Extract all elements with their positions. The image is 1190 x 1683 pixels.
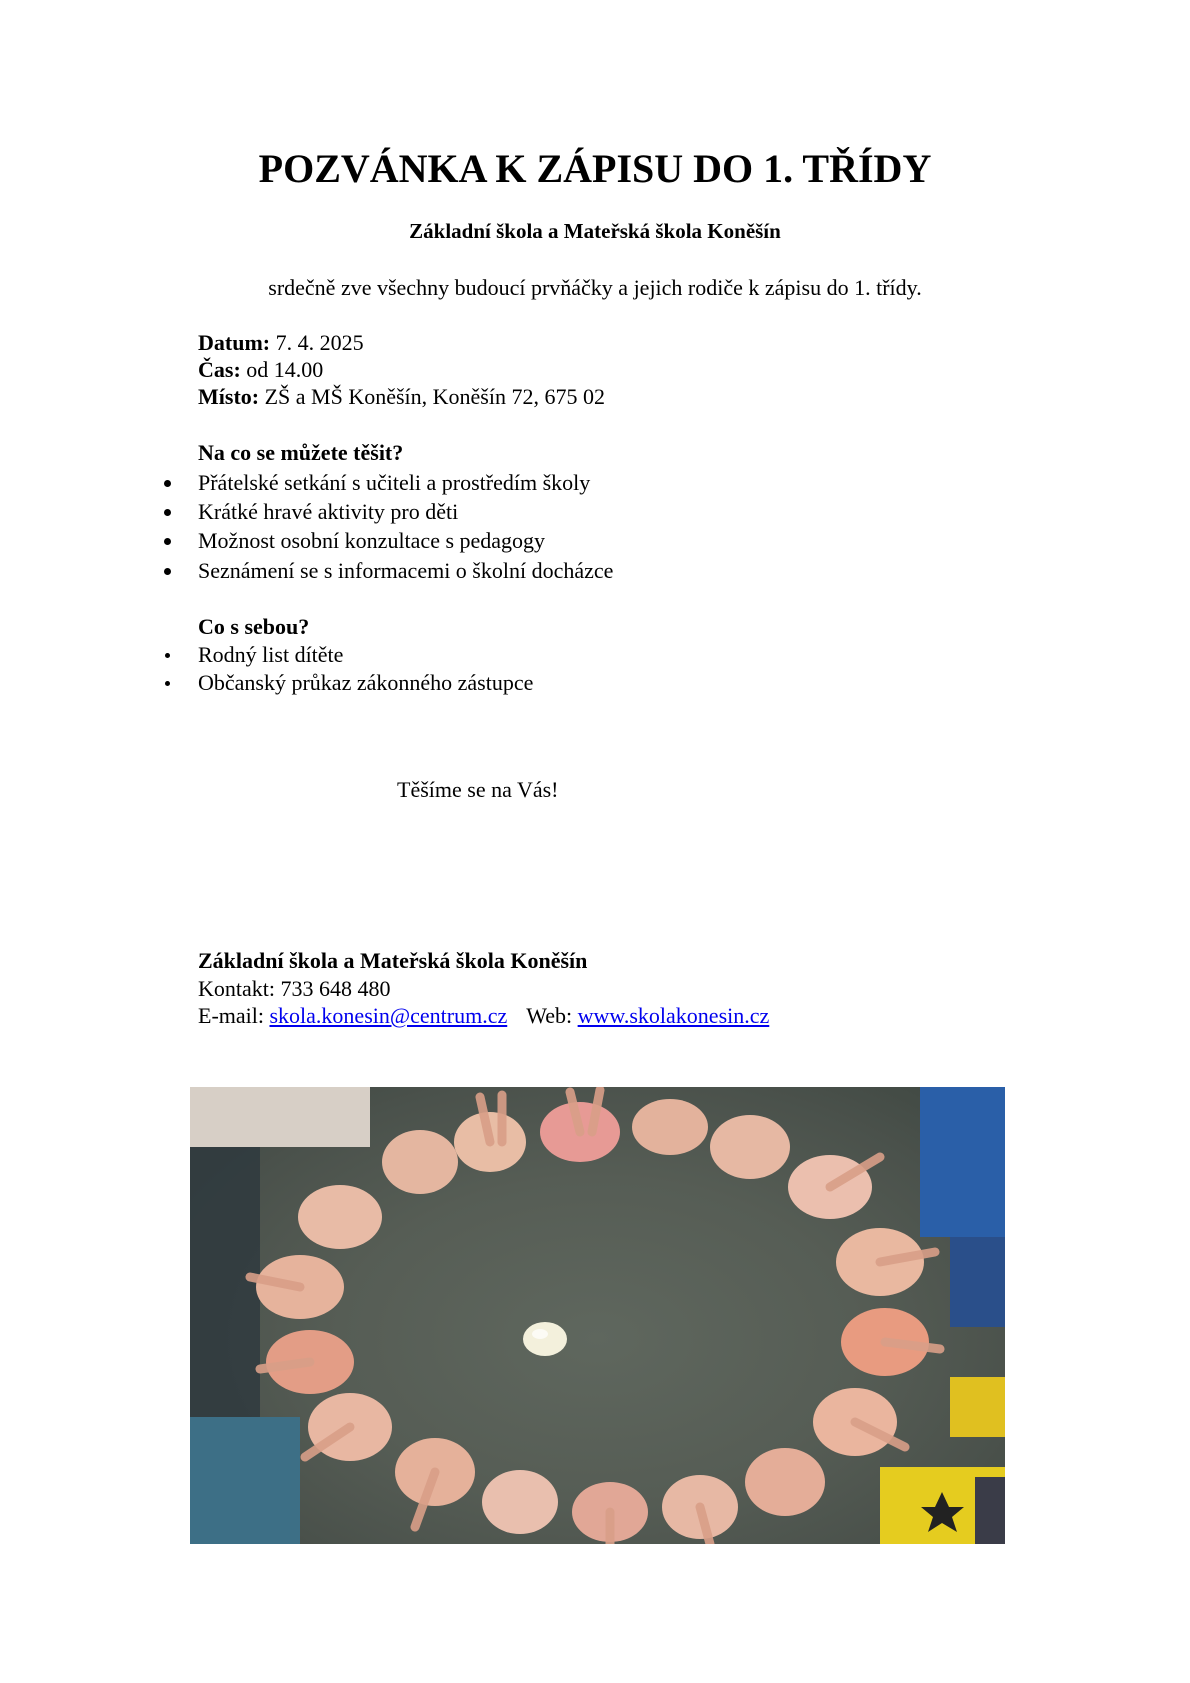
page-title: POZVÁNKA K ZÁPISU DO 1. TŘÍDY [258,146,932,191]
web-link[interactable]: www.skolakonesin.cz [577,1003,770,1028]
place-line [198,384,605,410]
intro-text: srdečně zve všechny budoucí prvňáčky a jejich rodiče k zápisu do 1. třídy. [268,275,922,300]
hands-illustration [190,1087,1005,1544]
bullet-icon [165,681,170,686]
school-subtitle: Základní škola a Mateřská škola Koněšín [409,219,781,243]
bullet-icon [164,480,171,487]
footer-contact: Kontakt: 733 648 480 [198,976,391,1001]
bullet-icon [164,509,171,516]
time-label: Čas: [198,357,241,382]
date-label: Datum: [198,330,271,355]
time-value: od 14.00 [240,357,324,382]
expect-heading: Na co se můžete těšit? [198,440,404,465]
email-label: E-mail: [198,1003,270,1028]
hands-circle-photo [190,1087,1005,1544]
closing-text: Těšíme se na Vás! [397,777,559,802]
place-value: ZŠ a MŠ Koněšín, Koněšín 72, 675 02 [259,384,605,409]
time-line [198,357,323,383]
footer-school: Základní škola a Mateřská škola Koněšín [198,948,588,973]
bring-heading: Co s sebou? [198,614,310,639]
footer-links [198,1003,769,1029]
web-label: Web: [526,1003,578,1028]
place-label: Místo: [198,384,260,409]
bullet-icon [165,653,170,658]
date-line [198,330,364,356]
bullet-icon [164,568,171,575]
email-link[interactable]: skola.konesin@centrum.cz [269,1003,508,1028]
bullet-icon [164,538,171,545]
date-value: 7. 4. 2025 [270,330,364,355]
